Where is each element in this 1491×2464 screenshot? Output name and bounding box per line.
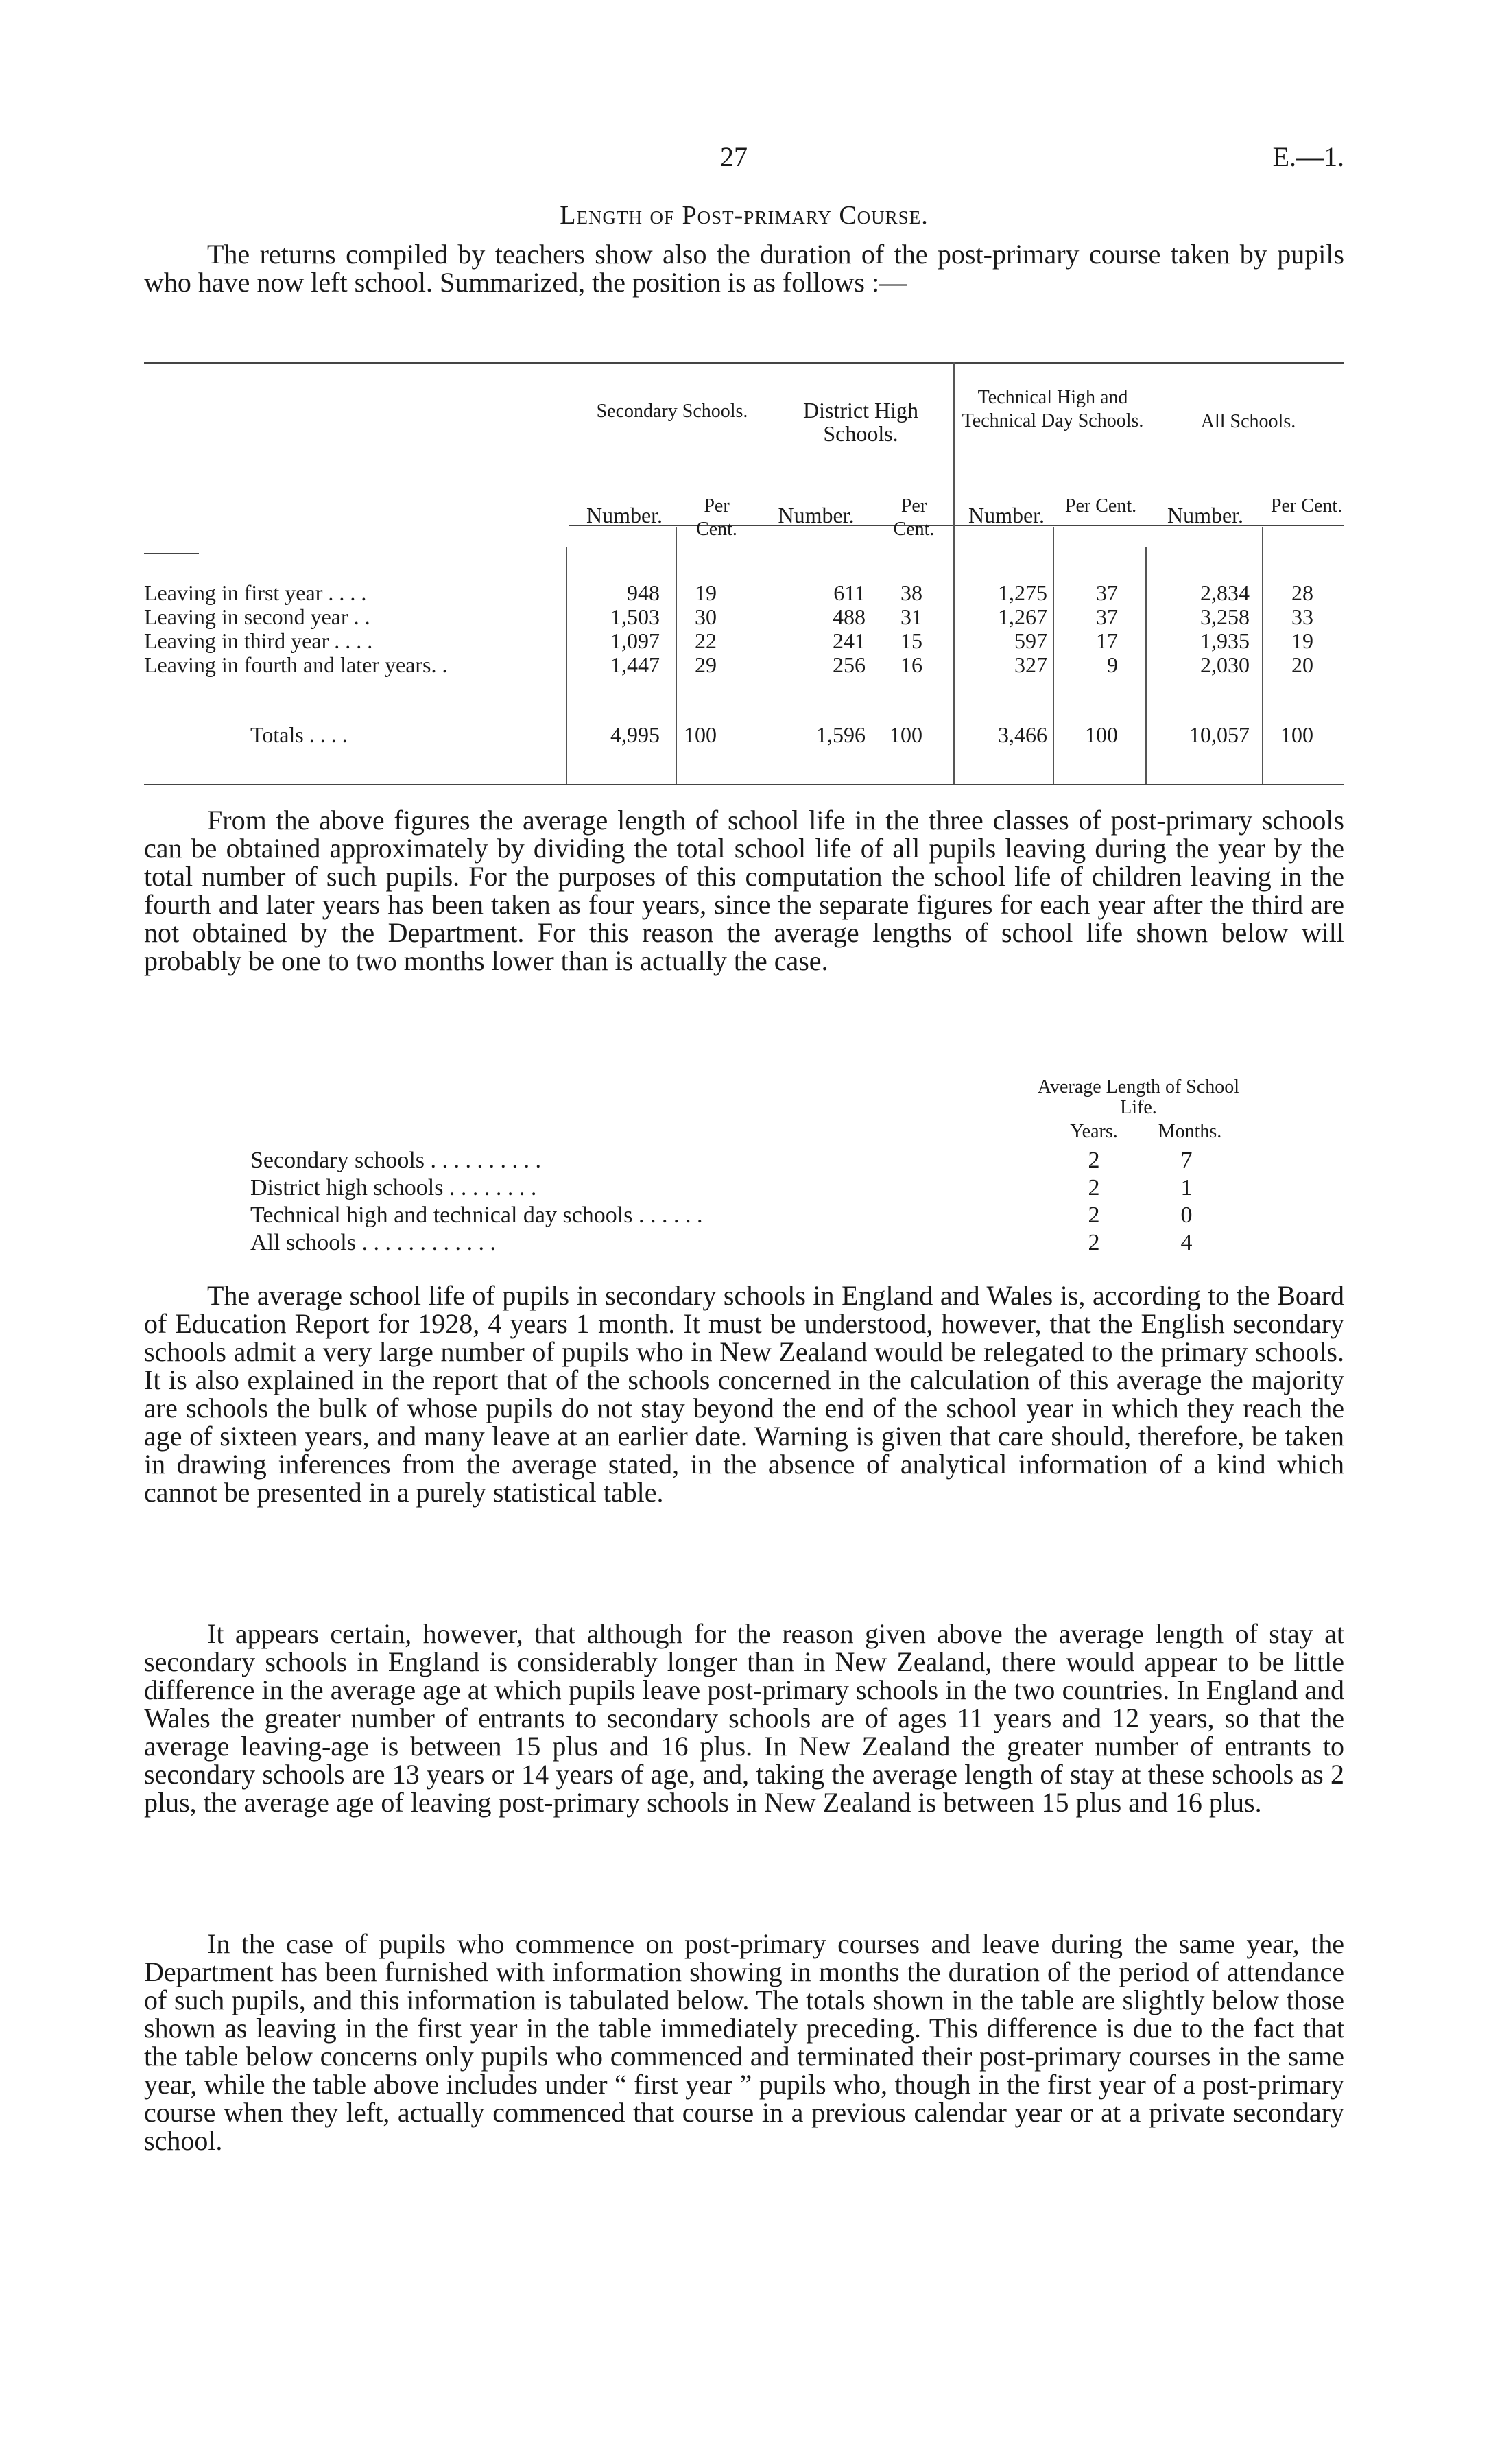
computation-paragraph: From the above figures the average length of school life in the three classes of post-primary schools can be obtained approximately by dividing the total school life of all pupils leaving during the year by the total number of such pupils. For the purposes of this computation the school life of children leaving in the fourth and later years has been taken as four years, since the separate figures for each year after the third are not obtained by the Department. For this reason the average lengths of school life shown below will probably be one to two months lower than is actually the case. (144, 805, 1344, 976)
group-header-secondary: Secondary Schools. (596, 401, 748, 422)
table-cell: 37 (1096, 604, 1118, 629)
table-cell: 597 (1014, 628, 1047, 653)
table-cell: 1,503 (610, 604, 660, 629)
table-cell: 22 (695, 628, 717, 653)
table-cell: 33 (1291, 604, 1313, 629)
table-cell: 16 (900, 652, 922, 677)
group-header-all: All Schools. (1200, 411, 1296, 432)
group-header-district-high: District High Schools. (803, 398, 918, 446)
subheader-number: Number. (1167, 503, 1244, 528)
table-cell: 19 (695, 580, 717, 605)
table-cell: 1,447 (610, 652, 660, 677)
school-type-label: District high schools . . . . . . . . (250, 1175, 537, 1200)
table-cell: 29 (695, 652, 717, 677)
table-cell: 611 (833, 580, 866, 605)
table-top-rule (144, 362, 1344, 364)
table-cell: 20 (1291, 652, 1313, 677)
average-school-life-table (144, 1077, 1344, 1276)
table-cell: 1,097 (610, 628, 660, 653)
subheader-number: Number. (586, 503, 663, 528)
totals-cell: 100 (1085, 722, 1118, 747)
years-value: 2 (1088, 1175, 1100, 1200)
row-label: Leaving in first year . . . . (144, 580, 367, 605)
table-cell: 19 (1291, 628, 1313, 653)
table-cell: 38 (900, 580, 922, 605)
table-cell: 31 (900, 604, 922, 629)
totals-cell: 100 (890, 722, 922, 747)
table-cell: 488 (833, 604, 866, 629)
totals-cell: 100 (1280, 722, 1313, 747)
totals-label: Totals . . . . (250, 722, 348, 747)
page-header (144, 141, 1344, 175)
table-cell: 1,267 (998, 604, 1047, 629)
page-number: 27 (720, 141, 748, 172)
totals-cell: 4,995 (610, 722, 660, 747)
totals-cell: 10,057 (1189, 722, 1250, 747)
same-year-pupils-paragraph: In the case of pupils who commence on post-primary courses and leave during the same year, the Department has been furnished with information showing in months the duration of the period of attendance of such pupils, and this information is tabulated below. The totals shown in the table are slightly below those shown as leaving in the first year in the table immediately preceding. This difference is due to the fact that the table below concerns only pupils who commenced and terminated their post-primary courses in the same year, while the table above includes under “ first year ” pupils who, though in the first year of a post-primary course when they left, actually commenced that course in a previous calendar year or at a private secondary school. (144, 1928, 1344, 2156)
months-value: 7 (1180, 1148, 1193, 1173)
months-value: 4 (1180, 1230, 1193, 1255)
table-cell: 30 (695, 604, 717, 629)
intro-paragraph: The returns compiled by teachers show also the duration of the post-primary course taken by pupils who have now left school. Summarized, the position is as follows :— (144, 239, 1344, 298)
table-cell: 28 (1291, 580, 1313, 605)
table-bottom-rule (144, 784, 1344, 785)
years-value: 2 (1088, 1230, 1100, 1255)
post-primary-course-table (144, 362, 1344, 787)
table-cell: 327 (1014, 652, 1047, 677)
stub-dash (144, 553, 199, 554)
years-value: 2 (1088, 1203, 1100, 1228)
totals-cell: 100 (684, 722, 717, 747)
totals-cell: 1,596 (816, 722, 866, 747)
table-cell: 241 (833, 628, 866, 653)
subheader-per-cent: Per Cent. (893, 495, 935, 540)
school-type-label: Secondary schools . . . . . . . . . . (250, 1148, 542, 1173)
row-label: Leaving in second year . . (144, 604, 370, 629)
years-value: 2 (1088, 1148, 1100, 1173)
section-title: Length of Post-primary Course. (560, 201, 929, 230)
subheader-number: Number. (968, 503, 1045, 528)
table-cell: 256 (833, 652, 866, 677)
row-label: Leaving in fourth and later years. . (144, 652, 448, 677)
table-cell: 1,935 (1200, 628, 1250, 653)
table-cell: 1,275 (998, 580, 1047, 605)
table-cell: 17 (1096, 628, 1118, 653)
subheader-per-cent: Per Cent. (1064, 495, 1137, 517)
totals-cell: 3,466 (998, 722, 1047, 747)
school-type-label: Technical high and technical day schools . . . . . . (250, 1203, 703, 1228)
leaving-age-paragraph: It appears certain, however, that although for the reason given above the average length of stay at secondary schools in England is considerably longer than in New Zealand, there would appear to be little difference in the average age at which pupils leave post-primary schools in the two countries. In England and Wales the greater number of entrants to secondary schools are of ages 11 years and 12 years, so that the average leaving-age is between 15 plus and 16 plus. In New Zealand the greater number of entrants to secondary schools are 13 years or 14 years of age, and, taking the average length of stay at these schools as 2 plus, the average age of leaving post-primary schools in New Zealand is between 15 plus and 16 plus. (144, 1618, 1344, 1818)
average-length-heading: Average Length of School Life. (1037, 1076, 1240, 1118)
england-comparison-paragraph: The average school life of pupils in secondary schools in England and Wales is, according to the Board of Education Report for 1928, 4 years 1 month. It must be understood, however, that the English secondary schools admit a very large number of pupils who in New Zealand would be relegated to the primary schools. It is also explained in the report that of the schools concerned in the calculation of this average the majority are schools the bulk of whose pupils do not stay beyond the end of the school year in which they reach the age of sixteen years, and many leave at an earlier date. Warning is given that care should, therefore, be taken in drawing inferences from the average stated, in the absence of analytical information of a kind which cannot be presented in a purely statistical table. (144, 1280, 1344, 1508)
table-cell: 3,258 (1200, 604, 1250, 629)
table-cell: 2,834 (1200, 580, 1250, 605)
school-type-label: All schools . . . . . . . . . . . . (250, 1230, 496, 1255)
table-cell: 37 (1096, 580, 1118, 605)
group-header-technical: Technical High and Technical Day Schools. (962, 387, 1144, 431)
months-column-header: Months. (1158, 1121, 1222, 1142)
months-value: 1 (1180, 1175, 1193, 1200)
months-value: 0 (1180, 1203, 1193, 1228)
subheader-per-cent: Per Cent. (1270, 495, 1343, 517)
years-column-header: Years. (1070, 1121, 1118, 1142)
row-label: Leaving in third year . . . . (144, 628, 373, 653)
document-reference: E.—1. (1272, 141, 1344, 172)
column-rule (953, 362, 955, 784)
subheader-number: Number. (778, 503, 855, 528)
subheader-per-cent: Per Cent. (696, 495, 737, 540)
table-cell: 9 (1107, 652, 1118, 677)
table-cell: 15 (900, 628, 922, 653)
table-cell: 2,030 (1200, 652, 1250, 677)
table-cell: 948 (627, 580, 660, 605)
